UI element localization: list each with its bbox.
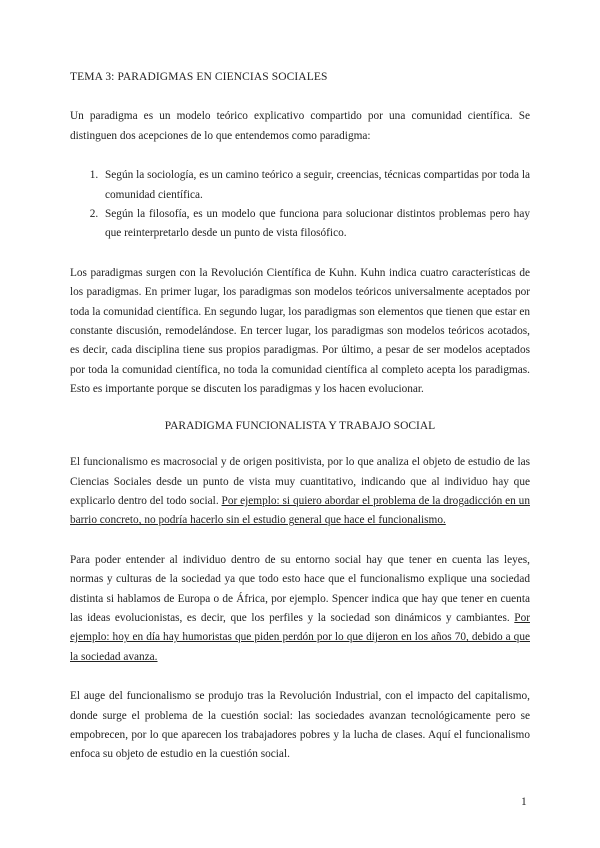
list-item: 2. Según la filosofía, es un modelo que funciona para solucionar distintos problemas pero hay que reinterpretarlo desde un punto de vista filosófico. [101,205,530,244]
page-number: 1 [521,796,527,808]
paragraph-text: Para poder entender al individuo dentro de su entorno social hay que tener en cuenta las leyes, normas y culturas de la sociedad ya que todo esto hace que el funcionalismo explique una sociedad distinta si hablamos de Europa o de África, por ejemplo. Spencer indica que hay que tener en cuenta las ideas evolucionistas, es decir, que los perfiles y la sociedad son dinámicos y cambiantes. [70,553,530,624]
intro-paragraph: Un paradigma es un modelo teórico explicativo compartido por una comunidad científica. Se distinguen dos acepciones de lo que entendemos como paradigma: [70,110,530,142]
definition-list [70,166,530,244]
functionalism-paragraph-3: El auge del funcionalismo se produjo tras la Revolución Industrial, con el impacto del capitalismo, donde surge el problema de la cuestión social: las sociedades avanzan tecnológicamente pero se empobrecen, por lo que aparecen los trabajadores pobres y la lucha de clases. Aquí el funcionalismo enfoca su objeto de estudio en la cuestión social. [70,690,530,761]
functionalism-paragraph-2 [70,551,530,667]
kuhn-paragraph: Los paradigmas surgen con la Revolución Científica de Kuhn. Kuhn indica cuatro características de los paradigmas. En primer lugar, los paradigmas son modelos teóricos universalmente aceptados por toda la comunidad científica. En segundo lugar, los paradigmas son elementos que tienen que estar en constante discusión, remodelándose. En tercer lugar, los paradigmas son modelos teóricos acotados, es decir, cada disciplina tiene sus propios paradigmas. Por último, a pesar de ser modelos aceptados por toda la comunidad científica, no toda la comunidad científica al completo acepta los paradigmas. Esto es importante porque se discuten los paradigmas y los hacen evolucionar. [70,266,530,396]
list-item: 1. Según la sociología, es un camino teórico a seguir, creencias, técnicas compartidas por toda la comunidad científica. [101,166,530,205]
section-heading: PARADIGMA FUNCIONALISTA Y TRABAJO SOCIAL [164,419,436,432]
document-title: TEMA 3: PARADIGMAS EN CIENCIAS SOCIALES [70,71,328,83]
paragraph-text: El funcionalismo es macrosocial y de origen positivista, por lo que analiza el objeto de estudio de las Ciencias Sociales desde un punto de vista muy cuantitativo, indicando que al individuo hay que explicarlo dentro del todo social. [70,456,530,507]
document-body [70,68,530,765]
example-underlined: Por ejemplo: hoy en día hay humoristas que piden perdón por lo que dijeron en los años 70, debido a que la sociedad avanza. [70,611,530,663]
example-underlined: Por ejemplo: si quiero abordar el problema de la drogadicción en un barrio concreto, no podría hacerlo sin el estudio general que hace el funcionalismo. [70,494,530,527]
functionalism-paragraph-1 [70,453,530,531]
